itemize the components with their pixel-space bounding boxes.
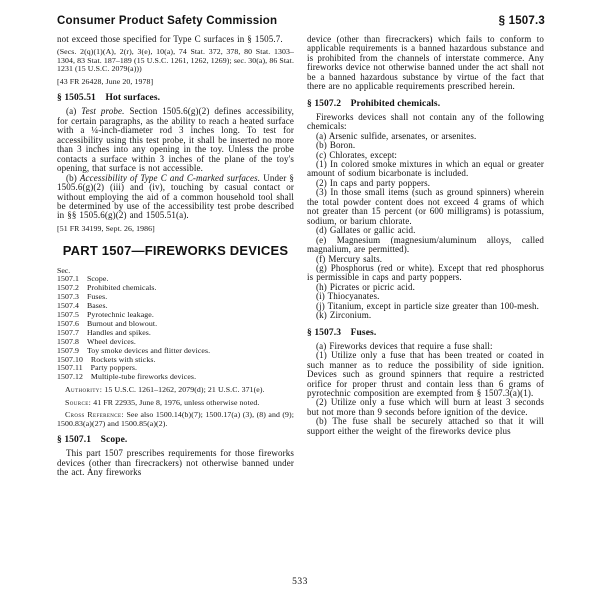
text-run: 15 U.S.C. 1261–1262, 2079(d); 21 U.S.C. 371(e). — [102, 385, 265, 395]
text-run: (3) In those small items (such as ground spinners) wherein the total powder content does not exceed 4 grams of which not greater than 15 percent (or 600 milligrams) is potassium, sodium, or barium chlorate. — [307, 187, 544, 226]
text-run: 1507.10 Rockets with sticks. — [57, 354, 156, 364]
text-run: (a) — [66, 106, 82, 117]
text-run: (a) Arsenic sulfide, arsenates, or arsenites. — [316, 130, 477, 141]
text-run: (a) Fireworks devices that require a fuse shall: — [316, 340, 493, 351]
text-run: § 1505.51 Hot surfaces. — [57, 93, 161, 104]
text-run: 1507.9 Toy smoke devices and flitter devices. — [57, 345, 211, 355]
text-run: 1507.1 Scope. — [57, 274, 109, 284]
text-run: Source: — [65, 397, 92, 407]
paragraph — [307, 398, 544, 417]
paragraph — [57, 35, 294, 44]
text-run: 1507.4 Bases. — [57, 301, 108, 311]
paragraph — [307, 113, 544, 132]
text-run: 1507.8 Wheel devices. — [57, 336, 136, 346]
footnote — [57, 48, 294, 74]
text-run: Section 1505.6(g)(2) defines accessibility, for certain paragraphs, as the ability to reach a heated surface with a ¼-inch-diameter rod 3 inches long. To test for accessibility using this test probe, it shall be inserted no more than 3 inches into any opening in the toy. Unless the probe contacts a surface within 3 inches of the plane of the toy's opening, that surface is not accessible. — [57, 106, 294, 174]
text-run: 1507.7 Handles and spikes. — [57, 327, 151, 337]
text-run: 1507.11 Party poppers. — [57, 363, 138, 373]
text-run: § 1507.2 Prohibited chemicals. — [307, 98, 441, 109]
right-column — [307, 35, 544, 570]
authority-note — [57, 411, 294, 428]
running-head-title: Consumer Product Safety Commission — [57, 15, 278, 27]
paragraph — [307, 35, 544, 92]
paragraph — [307, 351, 544, 398]
text-run: 1507.3 Fuses. — [57, 292, 108, 302]
text-run: (b) — [66, 172, 80, 183]
text-run: § 1507.1 Scope. — [57, 435, 128, 446]
section-heading — [57, 93, 294, 103]
left-column — [57, 35, 294, 570]
two-column-text-body — [57, 35, 545, 570]
section-list-item — [57, 373, 294, 382]
text-run: (j) Titanium, except in particle size greater than 100-mesh. — [316, 300, 539, 311]
text-run: Accessibility of Type C and C-marked surfaces. — [79, 172, 261, 183]
text-run: (2) Utilize only a fuse which will burn at least 3 seconds but not more than 9 seconds before ignition of the device. — [307, 397, 544, 417]
section-heading — [57, 435, 294, 445]
text-run: Test probe. — [81, 106, 125, 117]
paragraph — [57, 107, 294, 173]
text-run: (k) Zirconium. — [316, 310, 372, 321]
text-run: 1507.2 Prohibited chemicals. — [57, 283, 157, 293]
text-run: device (other than firecrackers) which fails to conform to applicable requirements is a banned hazardous substance and is prohibited from the channels of interstate commerce. Any fireworks device not otherwise banned under the act shall not be a banned hazardous substance by virtue of the fact that there are no applicable requirements prescribed herein. — [307, 35, 544, 92]
text-run: (b) Boron. — [316, 140, 356, 151]
paragraph — [307, 417, 544, 436]
footnote — [57, 225, 294, 234]
text-run: (f) Mercury salts. — [316, 253, 383, 264]
text-run: (d) Gallates or gallic acid. — [316, 225, 416, 236]
paragraph — [307, 311, 544, 320]
text-run: (2) In caps and party poppers. — [316, 177, 431, 188]
paragraph — [307, 160, 544, 179]
text-run: 41 FR 22935, June 8, 1976, unless otherwise noted. — [91, 397, 260, 407]
text-run: Sec. — [57, 266, 71, 276]
text-run: (e) Magnesium (magnesium/aluminum alloys, called magnalium, are permitted). — [307, 234, 544, 255]
paragraph — [307, 188, 544, 226]
text-run: (1) Utilize only a fuse that has been treated or coated in such manner as to reduce the possibility of side ignition. Devices such as ground spinners that require a restricted orifice for proper thrust and contain less than 6 grams of pyrotechnic composition are exempted from § 1507.3(a)(1). — [307, 350, 544, 398]
authority-note — [57, 386, 294, 395]
text-run: Authority: — [65, 385, 103, 395]
text-run: (1) In colored smoke mixtures in which an equal or greater amount of sodium bicarbonate is included. — [307, 158, 544, 179]
text-run: See also 1500.14(b)(7); 1500.17(a) (3), (8) and (9); 1500.83(a)(27) and 1500.85(a)(2). — [57, 410, 294, 428]
text-run: § 1507.3 Fuses. — [307, 327, 377, 338]
text-run: Fireworks devices shall not contain any of the following chemicals: — [307, 111, 544, 132]
text-run: (g) Phosphorus (red or white). Except that red phosphorus is permissible in caps and party poppers. — [307, 262, 544, 283]
text-run: [51 FR 34199, Sept. 26, 1986] — [57, 223, 155, 233]
authority-note — [57, 399, 294, 408]
paragraph — [57, 449, 294, 477]
text-run: 1507.5 Pyrotechnic leakage. — [57, 310, 154, 320]
paragraph — [57, 174, 294, 221]
text-run: (Secs. 2(q)(1)(A), 2(r), 3(e), 10(a), 74 Stat. 372, 378, 80 Stat. 1303–1304, 83 Stat. 187–189 (15 U.S.C. 1261, 1262, 1269); sec. 30(a), 86 Stat. 1231 (15 U.S.C. 2079(a))) — [57, 47, 294, 74]
paragraph — [307, 264, 544, 283]
text-run: 1507.6 Burnout and blowout. — [57, 318, 158, 328]
running-head-section-number: § 1507.3 — [498, 15, 545, 27]
section-heading — [307, 328, 544, 338]
text-run: (b) The fuse shall be securely attached so that it will support either the weight of the fireworks device plus — [307, 416, 544, 436]
running-head — [57, 15, 545, 27]
text-run: PART 1507—FIREWORKS DEVICES — [62, 243, 289, 259]
text-run: (c) Chlorates, except: — [316, 149, 398, 160]
text-run: not exceed those specified for Type C surfaces in § 1505.7. — [57, 35, 283, 44]
text-run: 1507.12 Multiple-tube fireworks devices. — [57, 372, 197, 382]
footnote — [57, 78, 294, 87]
part-heading — [57, 243, 294, 258]
text-run: Under § 1505.6(g)(2) (iii) and (iv), touching by casual contact or without employing the aid of a common household tool shall be determined by use of the accessibility test probe described in §§ 1505.6(g)(2) and 1505.51(a). — [57, 172, 294, 221]
paragraph — [307, 236, 544, 255]
text-run: (h) Picrates or picric acid. — [316, 281, 415, 292]
text-run: (i) Thiocyanates. — [316, 291, 380, 302]
text-run: This part 1507 prescribes requirements for those fireworks devices (other than firecrackers) not otherwise banned under the act. Any fireworks — [57, 448, 294, 478]
page-number: 533 — [292, 577, 308, 587]
section-heading — [307, 99, 544, 109]
text-run: Cross Reference: — [65, 410, 125, 420]
text-run: [43 FR 26428, June 20, 1978] — [57, 76, 154, 86]
